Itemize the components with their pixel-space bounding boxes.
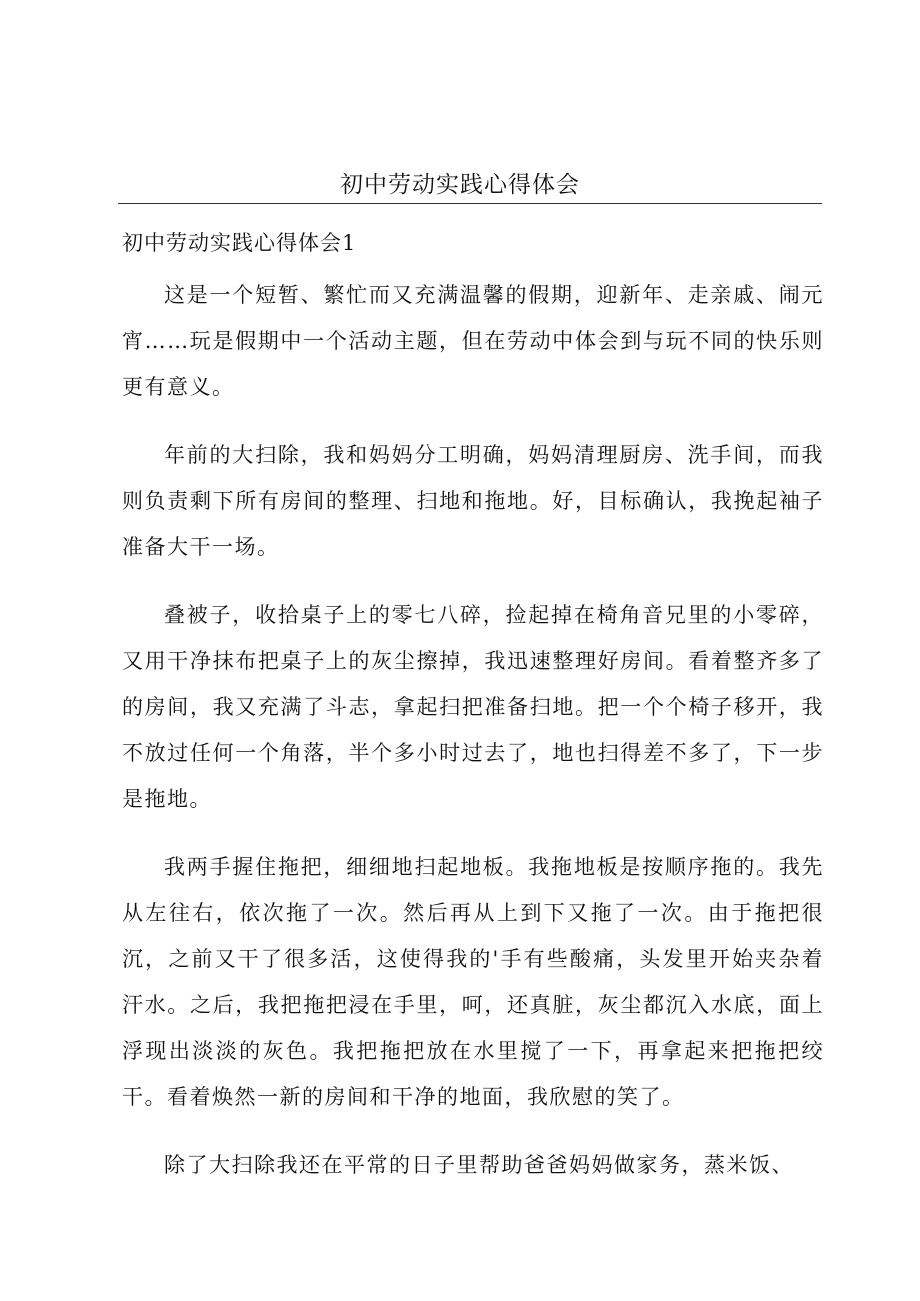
title-divider [118,203,822,204]
body-text [122,272,824,1210]
paragraph: 这是一个短暂、繁忙而又充满温馨的假期，迎新年、走亲戚、闹元宵……玩是假期中一个活动主题，但在劳动中体会到与玩不同的快乐则更有意义。 [122,283,824,399]
document-title: 初中劳动实践心得体会 [340,172,580,198]
paragraph: 年前的大扫除，我和妈妈分工明确，妈妈清理厨房、洗手间，而我则负责剩下所有房间的整理、扫地和拖地。好，目标确认，我挽起袖子准备大干一场。 [122,443,824,559]
paragraph: 叠被子，收拾桌子上的零七八碎，捡起掉在椅角音兄里的小零碎，又用干净抹布把桌子上的灰尘擦掉，我迅速整理好房间。看着整齐多了的房间，我又充满了斗志，拿起扫把准备扫地。把一个个椅子移开，我不放过任何一个角落，半个多小时过去了，地也扫得差不多了，下一步是拖地。 [122,603,824,811]
paragraph: 除了大扫除我还在平常的日子里帮助爸爸妈妈做家务，蒸米饭、 [164,1153,794,1177]
section-heading: 初中劳动实践心得体会1 [122,231,357,255]
paragraph: 我两手握住拖把，细细地扫起地板。我拖地板是按顺序拖的。我先从左往右，依次拖了一次。然后再从上到下又拖了一次。由于拖把很沉，之前又干了很多活，这使得我的'手有些酸痛，头发里开始夹杂着汗水。之后，我把拖把浸在手里，呵，还真脏，灰尘都沉入水底，面上浮现出淡淡的灰色。我把拖把放在水里搅了一下，再拿起来把拖把绞干。看着焕然一新的房间和干净的地面，我欣慰的笑了。 [122,855,824,1109]
